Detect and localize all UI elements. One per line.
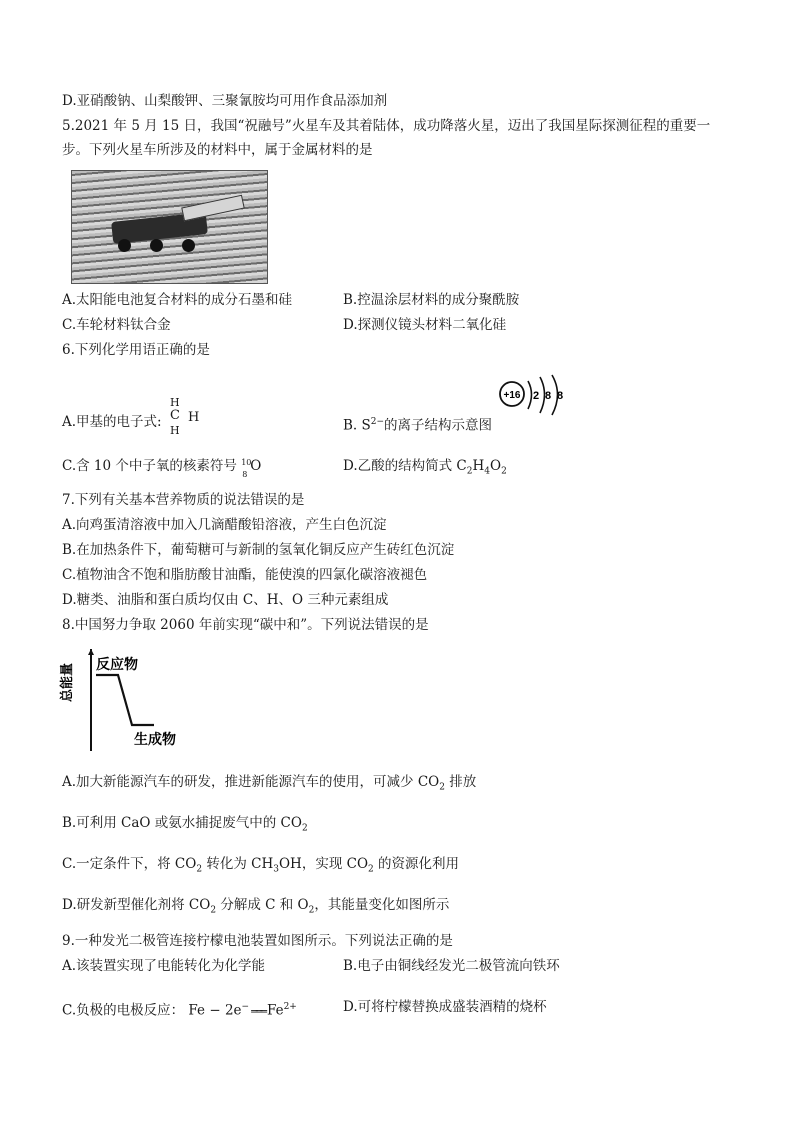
q8-a-text2: 排放 <box>444 774 477 790</box>
rover-wheel-icon <box>182 239 195 252</box>
rover-wheel-icon <box>150 239 163 252</box>
q8-d-sub1: 2 <box>210 905 217 916</box>
q6-option-c <box>62 457 262 479</box>
q6-b-suffix: 的离子结构示意图 <box>384 417 493 434</box>
q9-option-b: B.电子由铜线经发光二极管流向铁环 <box>343 958 560 974</box>
q5-stem-line2: 步。下列火星车所涉及的材料中，属于金属材料的是 <box>62 142 373 158</box>
product-label: 生成物 <box>134 732 176 748</box>
energy-ylabel: 总能量 <box>60 662 75 702</box>
energy-diagram <box>60 645 196 755</box>
energy-curve <box>96 675 154 725</box>
electron-h-bottom: H <box>170 424 180 437</box>
q8-d-text1: D.研发新型催化剂将 CO <box>62 897 211 913</box>
q6-d-sub2: 4 <box>484 466 491 477</box>
shell-arc-2 <box>540 377 545 413</box>
q8-c-text3: OH，实现 CO <box>278 856 369 872</box>
methyl-electron-formula <box>166 398 206 440</box>
nuclide-mass-number: 10 <box>241 458 252 467</box>
q6-option-a-label: A.甲基的电子式: <box>62 414 162 430</box>
q5-option-b: B.控温涂层材料的成分聚酰胺 <box>343 292 520 308</box>
q5-option-d: D.探测仪镜头材料二氧化硅 <box>343 317 507 333</box>
q6-option-b <box>343 413 492 435</box>
q6-b-charge: 2− <box>370 417 385 427</box>
shell-count-3: 8 <box>557 390 564 402</box>
q7-option-d: D.糖类、油脂和蛋白质均仅由 C、H、O 三种元素组成 <box>62 592 389 608</box>
q9-option-a: A.该装置实现了电能转化为化学能 <box>62 958 266 974</box>
q6-d-sub3: 2 <box>501 466 507 477</box>
q8-c-sub1: 2 <box>196 864 203 875</box>
q6-b-prefix: B. S <box>343 417 371 434</box>
rover-wheel-icon <box>118 239 131 252</box>
q5-option-c: C.车轮材料钛合金 <box>62 317 171 333</box>
q9-c-equals: ═══ <box>251 1004 265 1018</box>
nuclide-atomic-number: 8 <box>242 470 248 479</box>
q8-c-text4: 的资源化利用 <box>373 856 460 872</box>
q9-stem: 9.一种发光二极管连接柠檬电池装置如图所示。下列说法正确的是 <box>62 933 453 949</box>
q9-option-d: D.可将柠檬替换成盛装酒精的烧杯 <box>343 999 547 1015</box>
q8-c-sub3: 2 <box>368 864 374 875</box>
q7-option-c: C.植物油含不饱和脂肪酸甘油酯，能使溴的四氯化碳溶液褪色 <box>62 567 428 583</box>
nuclide-symbol: O <box>250 458 262 474</box>
q9-c-sup1: − <box>241 1002 250 1012</box>
q7-option-a: A.向鸡蛋清溶液中加入几滴醋酸铅溶液，产生白色沉淀 <box>62 517 387 533</box>
q6-d-sub1: 2 <box>466 466 473 477</box>
q6-stem: 6.下列化学用语正确的是 <box>62 342 210 358</box>
q8-c-sub2: 3 <box>273 864 279 875</box>
q8-d-text3: ，其能量变化如图所示 <box>314 897 450 913</box>
shell-count-2: 8 <box>545 390 552 402</box>
rover-solar-panel-shape <box>181 195 245 222</box>
q8-d-sub2: 2 <box>308 905 315 916</box>
q7-stem: 7.下列有关基本营养物质的说法错误的是 <box>62 492 305 508</box>
q8-c-text1: C.一定条件下，将 CO <box>62 856 197 872</box>
q9-c-sup2: 2+ <box>283 1002 297 1012</box>
q6-option-d <box>343 457 507 481</box>
nuclide-numbers <box>241 457 252 479</box>
q8-c-text2: 转化为 CH <box>202 856 274 872</box>
q6-d-h: H <box>472 458 485 474</box>
q8-option-c <box>62 855 459 879</box>
q6-c-prefix: C.含 10 个中子氧的核素符号 <box>62 458 242 474</box>
q8-option-d <box>62 896 449 920</box>
q8-b-sub: 2 <box>301 823 308 834</box>
reactant-label: 反应物 <box>96 657 138 673</box>
shell-count-1: 2 <box>533 390 540 402</box>
q7-option-b: B.在加热条件下，葡萄糖可与新制的氢氧化铜反应产生砖红色沉淀 <box>62 542 455 558</box>
q6-d-prefix: D.乙酸的结构简式 C <box>343 458 467 474</box>
q8-option-a <box>62 773 476 797</box>
shell-arc-1 <box>528 381 532 409</box>
q6-d-o: O <box>490 458 502 474</box>
q5-option-a: A.太阳能电池复合材料的成分石墨和硅 <box>62 292 293 308</box>
q8-b-text: B.可利用 CaO 或氨水捕捉废气中的 CO <box>62 815 302 831</box>
q9-option-c <box>62 998 297 1021</box>
nucleus-charge: +16 <box>503 390 521 401</box>
q4-option-d: D.亚硝酸钠、山梨酸钾、三聚氰胺均可用作食品添加剂 <box>62 93 388 109</box>
q8-option-b <box>62 814 308 838</box>
mars-rover-photo <box>71 170 268 284</box>
electron-h-right: H <box>188 410 200 425</box>
q9-c-text2: Fe <box>266 1002 284 1019</box>
electron-c: C <box>170 408 180 423</box>
electron-h-top: H <box>170 396 180 409</box>
q8-d-text2: 分解成 C 和 O <box>216 897 309 913</box>
q8-a-text1: A.加大新能源汽车的研发，推进新能源汽车的使用，可减少 CO <box>62 774 440 790</box>
q9-c-text1: C.负极的电极反应： Fe − 2e <box>62 1002 242 1019</box>
q8-stem: 8.中国努力争取 2060 年前实现“碳中和”。下列说法错误的是 <box>62 617 429 633</box>
q8-a-sub: 2 <box>439 782 445 793</box>
energy-axis-arrow-icon <box>88 649 94 655</box>
sulfide-ion-structure-diagram <box>495 373 575 421</box>
q5-stem-line1: 5.2021 年 5 月 15 日，我国“祝融号”火星车及其着陆体，成功降落火星，迈出了我国星际探测征程的重要一 <box>62 118 711 134</box>
